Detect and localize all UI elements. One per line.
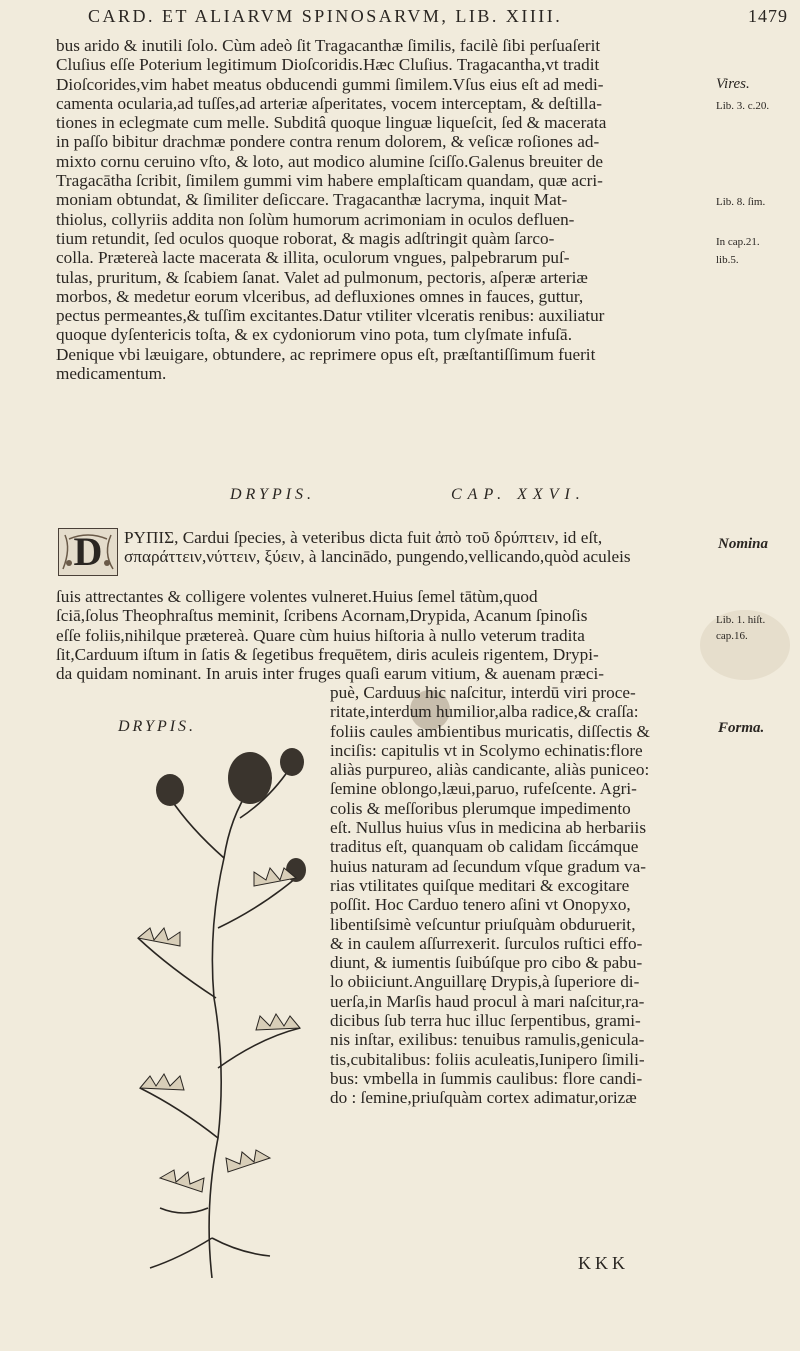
text-line: bus arido & inutili ſolo. Cùm adeò ſit Tragacanthæ ſimilis, facilè ſibi perſuaſerit <box>56 36 601 55</box>
chapter-number: CAP. XXVI. <box>451 486 586 503</box>
text-line: & in caulem aſſurrexerit. ſurculos ruſtici effo- <box>330 933 643 953</box>
page-number: 1479 <box>748 6 788 26</box>
text-line: Cluſius eſſe Poterium legitimum Dioſcoridis.Hæc Cluſius. Tragacantha,vt tradit <box>56 55 600 75</box>
text-line: bus: vmbella in ſummis caulibus: flore candi- <box>330 1068 643 1088</box>
text-line: poſſit. Hoc Carduo tenero aſini vt Onopyxo, <box>330 895 631 915</box>
paragraph-drypis-intro <box>124 528 706 567</box>
text-line: morbos, & medetur eorum vlceribus, ad defluxiones omnes in fauces, guttur, <box>56 286 584 306</box>
running-title: CARD. ET ALIARVM SPINOSARVM, LIB. XIIII. <box>88 6 563 26</box>
text-line: tium retundit, ſed oculos quoque roborat, & magis adſtringit quàm ſarco- <box>56 228 555 248</box>
figure-caption: DRYPIS. <box>118 718 197 735</box>
margin-note-vires: Vires. <box>716 76 750 92</box>
text-line: puè, Carduus hic naſcitur, interdū viri proce- <box>330 683 636 702</box>
text-line: ſciā,ſolus Theophraſtus meminit, ſcribens Acornam,Drypida, Acanum ſpinoſis <box>56 606 588 626</box>
margin-note-reference: Lib. 8. ſim. <box>716 196 766 208</box>
text-line: mixto cornu ceruino vſto, & loto, aut modico alumine ſciſſo.Galenus breuiter de <box>56 151 604 171</box>
text-line: diunt, & iumentis ſuibúſque pro cibo & pabu- <box>330 953 643 973</box>
text-line: eſt. Nullus huius vſus in medicina ab herbariis <box>330 818 647 838</box>
text-line: medicamentum. <box>56 364 167 384</box>
text-line: uerſa,in Marſis haud procul à mari naſcitur,ra- <box>330 991 645 1011</box>
text-line: dicibus ſub terra huc illuc ſerpentibus, grami- <box>330 1011 641 1031</box>
margin-note-forma: Forma. <box>718 720 765 736</box>
signature-mark: KKK <box>578 1253 629 1273</box>
text-line: σπαράττειν,νύττειν, ξύειν, à lancinādo, pungendo,vellicando,quòd aculeis <box>124 547 631 567</box>
text-line: do : ſemine,priuſquàm cortex adimatur,orizæ <box>330 1088 637 1108</box>
text-line: rias vtilitates quiſque meditari & excogitare <box>330 875 630 895</box>
paragraph-drypis-history <box>56 587 706 683</box>
margin-note-reference: Lib. 3. c.20. <box>716 100 770 112</box>
text-line: ſit,Carduum iſtum in ſatis & ſegetibus frequētem, diris aculeis rigentem, Drypi- <box>56 644 599 664</box>
decorated-initial <box>58 528 118 576</box>
text-line: da quidam nominant. In aruis inter fruges quaſi earum vitium, & auenam præci- <box>56 664 604 684</box>
text-line: in paſſo bibitur drachmæ pondere contra renum dolorem, & veſicæ roſiones ad- <box>56 132 600 152</box>
margin-note-nomina: Nomina <box>718 536 769 552</box>
text-line: huius naturam ad ſecundum vſque gradum va- <box>330 856 646 876</box>
text-line: Dioſcorides,vim habet meatus obducendi gummi ſimilem.Vſus eius eſt ad medi- <box>56 74 604 94</box>
text-line: Denique vbi læuigare, obtundere, ac reprimere opus eſt, præſtantiſſimum fuerit <box>56 344 596 364</box>
text-line: nis inſtar, exilibus: tenuibus ramulis,genicula- <box>330 1030 645 1050</box>
margin-note-reference: In cap.21. <box>716 236 760 248</box>
text-line: libentiſsimè veſcuntur priuſquàm obduruerit, <box>330 914 636 934</box>
margin-note-reference: Lib. 1. hiſt. <box>716 614 766 626</box>
text-line: ſuis attrectantes & colligere volentes vulneret.Huius ſemel tātùm,quod <box>56 587 538 606</box>
text-line: colla. Prætereà lacte macerata & illita, oculorum vngues, palpebrarum puſ- <box>56 248 570 268</box>
thistle-woodcut-illustration <box>100 738 340 1278</box>
text-line: tis,cubitalibus: foliis aculeatis,Iunipero ſimili- <box>330 1049 645 1069</box>
text-line: traditus eſt, quanquam ob calidam ſiccámque <box>330 837 639 857</box>
text-line: pectus permeantes,& tuſſim excitantes.Datur vtiliter vlceratis renibus: auxiliatur <box>56 306 605 326</box>
text-line: Tragacātha ſcribit, ſimilem gummi vim habere emplaſticam quandam, quæ acri- <box>56 171 603 191</box>
text-line: lo obiiciunt.Anguillarę Drypis,à ſuperiore di- <box>330 972 640 992</box>
text-line: ritate,interdum humilior,alba radice,& craſſa: <box>330 702 639 722</box>
text-line: foliis caules ambientibus muricatis, diſſectis & <box>330 721 650 741</box>
text-line: ſemine oblongo,læui,paruo, rufeſcente. Agri- <box>330 779 637 799</box>
text-line: eſſe foliis,nihilque prætereà. Quare cùm huius hiſtoria à nullo veterum tradita <box>56 625 585 645</box>
text-line: moniam obtundat, & ſimiliter deſiccare. Tragacanthæ lacryma, inquit Mat- <box>56 190 568 210</box>
text-line: thiolus, collyriis addita non ſolùm humorum acrimoniam in oculos defluen- <box>56 209 575 229</box>
initial-letter: D <box>73 529 103 574</box>
margin-note-reference: lib.5. <box>716 254 739 266</box>
text-line: tiones in eclegmate cum melle. Subditâ quoque linguæ liqueſcit, ſed & macerata <box>56 113 607 133</box>
paragraph-drypis-description <box>330 683 708 1108</box>
text-line: colis & meſſoribus plerumque impedimento <box>330 798 631 818</box>
text-line: aliàs purpureo, aliàs candicante, aliàs puniceo: <box>330 760 650 780</box>
text-line: quoque dyſentericis toſta, & ex cydoniorum vino pota, tum clyſmate infuſā. <box>56 325 572 345</box>
text-line: ΡΥΠΙΣ, Cardui ſpecies, à veteribus dicta fuit ἀπὸ τοῦ δρύπτειν, id eſt, <box>124 528 603 547</box>
chapter-heading <box>56 486 706 508</box>
margin-note-reference: cap.16. <box>716 630 748 642</box>
running-header <box>88 6 788 34</box>
chapter-name: DRYPIS. <box>230 486 316 503</box>
text-line: camenta ocularia,ad tuſſes,ad arteriæ aſperitates, vocem interceptam, & deſtilla- <box>56 93 602 113</box>
text-line: tulas, pruritum, & ſcabiem ſanat. Valet ad pulmonum, pectoris, aſperæ arteriæ <box>56 267 588 287</box>
paragraph-tragacantha <box>56 36 706 383</box>
text-line: inciſis: capitulis vt in Scolymo echinatis:flore <box>330 740 643 760</box>
